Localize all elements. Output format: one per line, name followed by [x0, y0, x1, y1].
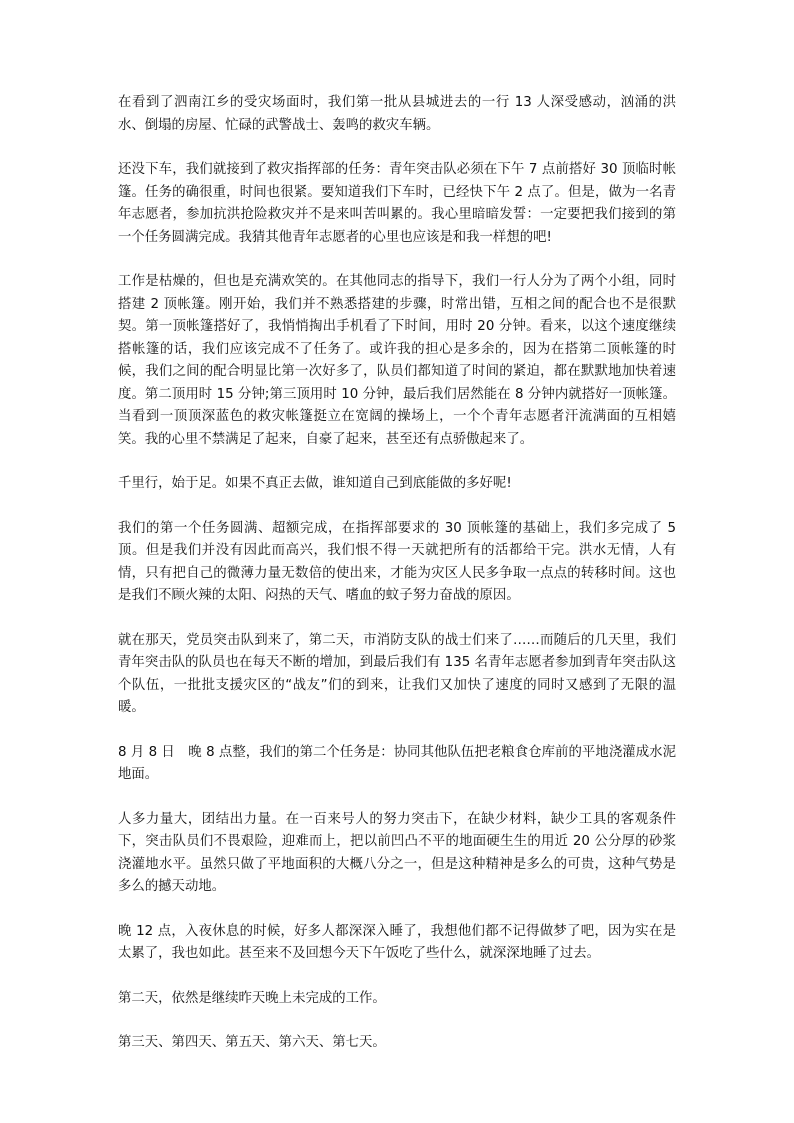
paragraph-2: 还没下车，我们就接到了救灾指挥部的任务：青年突击队必须在下午 7 点前搭好 30 顶临时帐篷。任务的确很重，时间也很紧。要知道我们下车时，已经快下午 2 点了。但是，做为一名青年志愿者，参加抗洪抢险救灾并不是来叫苦叫累的。我心里暗暗发誓：一定要把我们接到的第一个任务圆满完成。我猜其他青年志愿者的心里也应该是和我一样想的吧!	[118, 162, 676, 245]
paragraph-4: 千里行，始于足。如果不真正去做，谁知道自己到底能做的多好呢!	[118, 476, 512, 491]
document-body	[118, 92, 676, 1077]
paragraph-5: 我们的第一个任务圆满、超额完成，在指挥部要求的 30 顶帐篷的基础上，我们多完成了 5 顶。但是我们并没有因此而高兴，我们恨不得一天就把所有的活都给干完。洪水无情，人有情，只有把自己的微薄力量无数倍的使出来，才能为灾区人民多争取一点点的转移时间。这也是我们不顾火辣的太阳、闷热的天气、嗜血的蚊子努力奋战的原因。	[118, 520, 676, 603]
paragraph-11: 第三天、第四天、第五天、第六天、第七天。	[118, 1035, 386, 1050]
paragraph-7: 8 月 8 日 晚 8 点整，我们的第二个任务是：协同其他队伍把老粮食仓库前的平地浇灌成水泥地面。	[118, 744, 676, 782]
paragraph-10: 第二天，依然是继续昨天晚上未完成的工作。	[118, 990, 386, 1006]
paragraph-1: 在看到了泗南江乡的受灾场面时，我们第一批从县城进去的一行 13 人深受感动，汹涌的洪水、倒塌的房屋、忙碌的武警战士、轰鸣的救灾车辆。	[118, 95, 676, 133]
paragraph-6: 就在那天，党员突击队到来了，第二天，市消防支队的战士们来了……而随后的几天里，我们青年突击队的队员也在每天不断的增加，到最后我们有 135 名青年志愿者参加到青年突击队这个队伍，一批批支援灾区的“战友”们的到来，让我们又加快了速度的同时又感到了无限的温暖。	[118, 632, 676, 715]
paragraph-9: 晚 12 点，入夜休息的时候，好多人都深深入睡了，我想他们都不记得做梦了吧，因为实在是太累了，我也如此。甚至来不及回想今天下午饭吃了些什么，就深深地睡了过去。	[118, 923, 676, 961]
paragraph-3: 工作是枯燥的，但也是充满欢笑的。在其他同志的指导下，我们一行人分为了两个小组，同时搭建 2 顶帐篷。刚开始，我们并不熟悉搭建的步骤，时常出错，互相之间的配合也不是很默契。第一顶帐篷搭好了，我悄悄掏出手机看了下时间，用时 20 分钟。看来，以这个速度继续搭帐篷的话，我们应该完成不了任务了。或许我的担心是多余的，因为在搭第二顶帐篷的时候，我们之间的配合明显比第一次好多了，队员们都知道了时间的紧迫，都在默默地加快着速度。第二顶用时 15 分钟;第三顶用时 10 分钟，最后我们居然能在 8 分钟内就搭好一顶帐篷。当看到一顶顶深蓝色的救灾帐篷挺立在宽阔的操场上，一个个青年志愿者汗流满面的互相嬉笑。我的心里不禁满足了起来，自豪了起来，甚至还有点骄傲起来了。	[118, 274, 676, 447]
paragraph-8: 人多力量大，团结出力量。在一百来号人的努力突击下，在缺少材料，缺少工具的客观条件下，突击队员们不畏艰险，迎难而上，把以前凹凸不平的地面硬生生的用近 20 公分厚的砂浆浇灌地水平。虽然只做了平地面积的大概八分之一，但是这种精神是多么的可贵，这种气势是多么的撼天动地。	[118, 811, 676, 894]
